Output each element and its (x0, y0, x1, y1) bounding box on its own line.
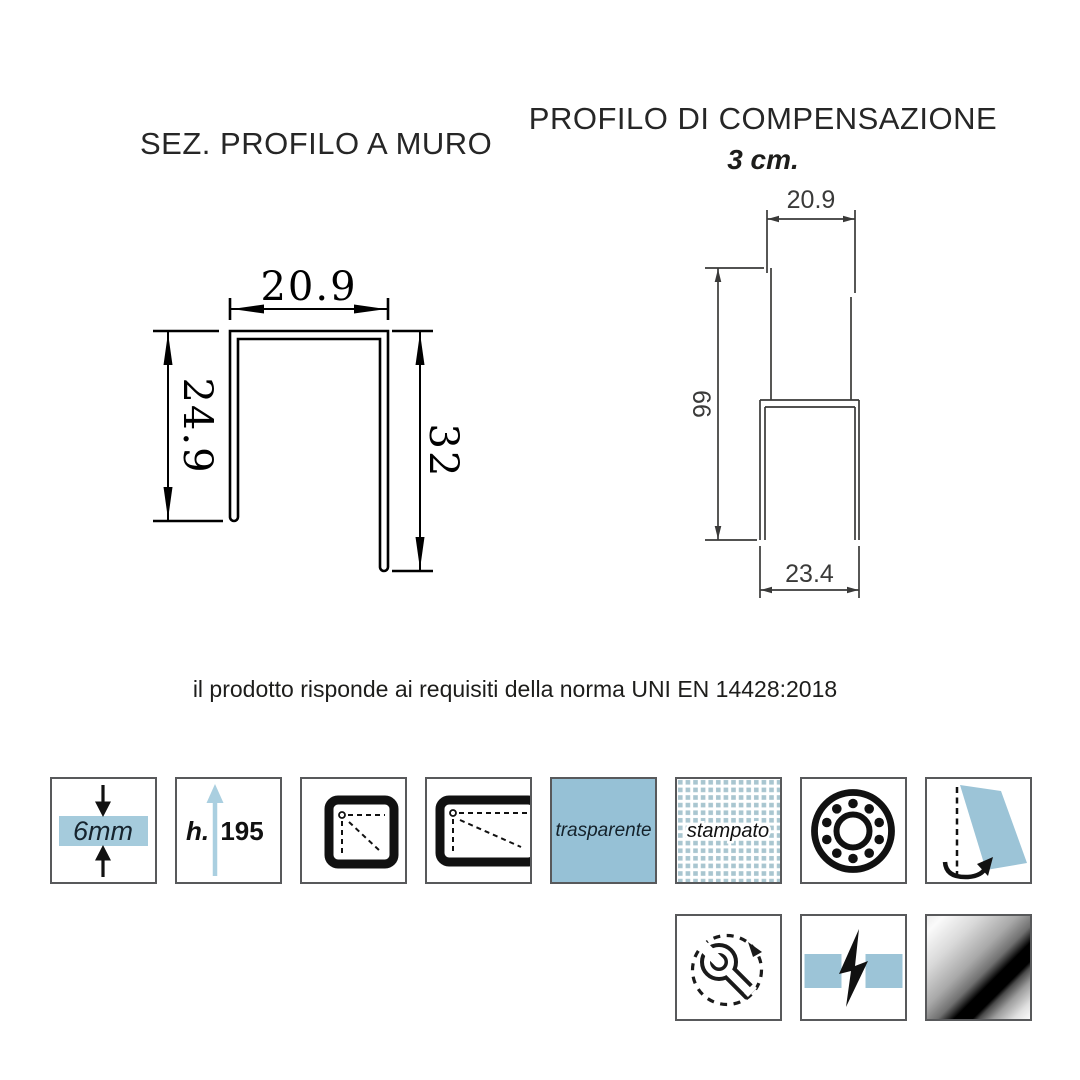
ball-bearing-icon (800, 777, 907, 884)
right-drawing-title: PROFILO DI COMPENSAZIONE (528, 101, 998, 136)
left-drawing-title: SEZ. PROFILO A MURO (140, 126, 493, 161)
wrench-icon (677, 916, 780, 1019)
quick-assembly-icon (800, 914, 907, 1021)
printed-glass-icon (675, 777, 782, 884)
glass-thickness-icon (50, 777, 157, 884)
dim-top-value: 20.9 (260, 264, 358, 310)
height-value: 195 (220, 816, 264, 846)
easy-installation-icon (675, 914, 782, 1021)
norm-statement: il prodotto risponde ai requisiti della norma UNI EN 14428:2018 (192, 676, 838, 702)
height-prefix: h. (186, 816, 210, 846)
right-drawing-subtitle: 3 cm. (727, 144, 799, 175)
printed-glass-label: stampato (686, 820, 770, 842)
chrome-finish-icon (925, 914, 1032, 1021)
transparent-glass-icon (550, 777, 657, 884)
dim-right-value: 32 (420, 423, 466, 479)
height-arrow-graphic (177, 779, 280, 882)
lightning-icon (802, 916, 905, 1019)
height-arrow-icon (175, 777, 282, 884)
dim-left-value: 24.9 (174, 377, 220, 475)
dim-left-value: 66 (687, 390, 715, 418)
square-tray-icon (300, 777, 407, 884)
reversible-door-icon (925, 777, 1032, 884)
transparent-glass-label: trasparente (555, 819, 652, 841)
rect-tray-icon (425, 777, 532, 884)
dim-top (767, 210, 855, 293)
glass-thickness-label: 6mm (73, 816, 133, 846)
wall-profile-drawing (140, 258, 480, 608)
svg-text:h. 195 (186, 816, 264, 846)
right-drawing-header (528, 101, 998, 176)
glass-thickness-graphic (52, 779, 155, 882)
profile-outline (230, 331, 388, 571)
profile-outline (760, 268, 859, 540)
compensation-profile-drawing (680, 190, 1020, 620)
dim-arrowheads (715, 216, 859, 593)
dim-bottom-value: 23.4 (785, 560, 834, 588)
dim-top-value: 20.9 (786, 190, 836, 214)
